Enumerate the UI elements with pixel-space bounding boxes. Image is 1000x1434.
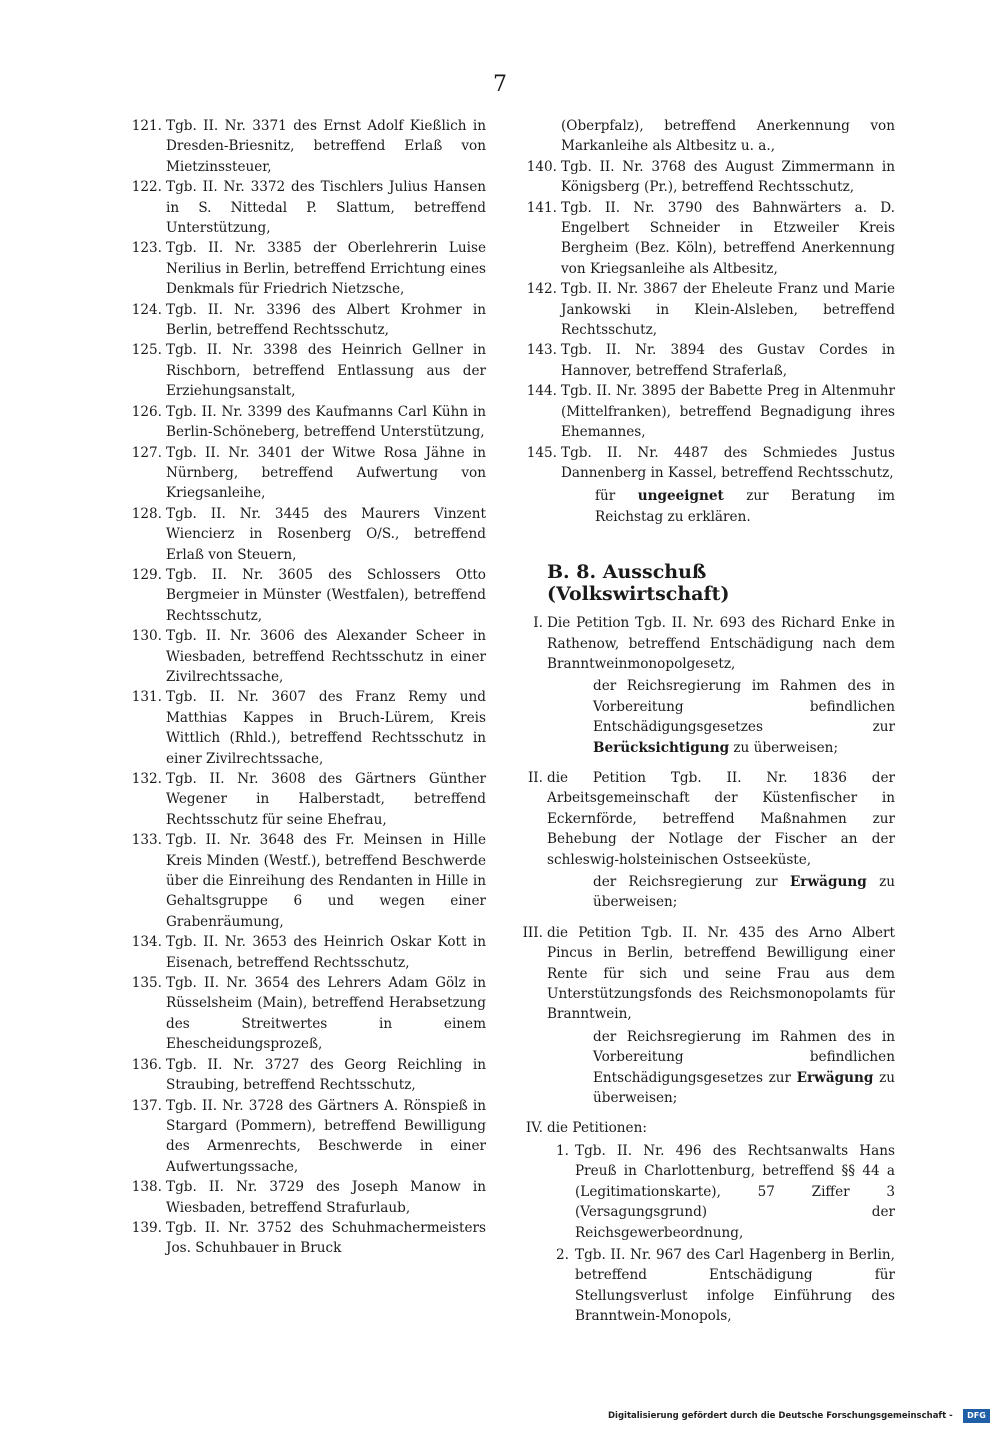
entry-text: Tgb. II. Nr. 4487 des Schmiedes Justus Dannenberg in Kassel, betreffend Rechtsschutz, [561, 444, 895, 481]
sub-number: 1. [556, 1142, 569, 1159]
entry-text: Tgb. II. Nr. 3607 des Franz Remy und Matthias Kappes in Bruch-Lürem, Kreis Wittlich (Rhld.), betreffend Rechtsschutz in einer Zivilrechtssache, [166, 689, 486, 767]
petition-entry [118, 626, 486, 687]
entry-text: Tgb. II. Nr. 3372 des Tischlers Julius Hansen in S. Nittedal P. Slattum, betreffend Unterstützung, [166, 179, 486, 237]
entry-number: 123. [131, 240, 162, 257]
entry-text: Tgb. II. Nr. 3445 des Maurers Vinzent Wiencierz in Rosenberg O/S., betreffend Erlaß von Steuern, [166, 505, 486, 563]
roman-number: IV. [525, 1120, 543, 1137]
entry-text: Tgb. II. Nr. 3606 des Alexander Scheer in Wiesbaden, betreffend Rechtsschutz in einer Zivilrechtssache, [166, 628, 486, 685]
resolution-keyword: Erwägung [789, 874, 867, 890]
entry-number: 144. [526, 383, 557, 400]
petition-entry [118, 565, 486, 626]
petition-entry [513, 443, 895, 484]
petition-entry [118, 1218, 486, 1259]
entry-number: 128. [131, 505, 162, 522]
petition-entry [513, 381, 895, 442]
entry-text: Tgb. II. Nr. 3608 des Gärtners Günther Wegener in Halberstadt, betreffend Rechtsschutz für seine Ehefrau, [166, 771, 486, 828]
entry-continuation: (Oberpfalz), betreffend Anerkennung von Markanleihe als Altbesitz u. a., [561, 118, 895, 155]
resolution-keyword: ungeeignet [637, 488, 724, 505]
petition-entry [118, 973, 486, 1055]
entry-text: Tgb. II. Nr. 3867 der Eheleute Franz und Marie Jankowski in Klein-Alsleben, betreffend Rechtsschutz, [561, 281, 895, 339]
roman-text: die Petition Tgb. II. Nr. 1836 der Arbeitsgemeinschaft der Küstenfischer in Eckernförde, betreffend Maßnahmen zur Behebung der Notlage der Fischer an der schleswig-holsteinischen Ostseeküste, [547, 769, 895, 868]
entry-number: 135. [131, 975, 162, 992]
entry-text: Tgb. II. Nr. 3654 des Lehrers Adam Gölz in Rüsselsheim (Main), betreffend Herabsetzung des Streitwertes in einem Ehescheidungsprozeß, [166, 975, 486, 1053]
entry-text: Tgb. II. Nr. 3727 des Georg Reichling in Straubing, betreffend Rechtsschutz, [166, 1056, 486, 1094]
petition-entry [118, 177, 486, 238]
entry-text: Tgb. II. Nr. 3398 des Heinrich Gellner in Rischborn, betreffend Entlassung aus der Erziehungsanstalt, [166, 342, 486, 400]
entry-number: 129. [131, 566, 162, 583]
entry-number: 136. [131, 1056, 162, 1073]
resolution [513, 1027, 895, 1109]
resolution-keyword: Erwägung [796, 1069, 874, 1086]
petition-entry [118, 504, 486, 565]
resolution-keyword: Berücksichtigung [593, 739, 730, 756]
dfg-logo: DFG [963, 1409, 990, 1423]
entry-number: 124. [131, 301, 162, 318]
petition-entry [118, 1096, 486, 1178]
resolution-text: zu überweisen; [593, 1069, 895, 1107]
entry-text: Tgb. II. Nr. 3894 des Gustav Cordes in Hannover, betreffend Straferlaß, [561, 342, 895, 379]
entry-text: Tgb. II. Nr. 3399 des Kaufmanns Carl Kühn in Berlin-Schöneberg, betreffend Unterstützung, [166, 403, 486, 441]
entry-number: 122. [131, 179, 162, 196]
entry-number: 141. [526, 199, 557, 216]
petition-entry [118, 932, 486, 973]
roman-item [513, 768, 895, 870]
sub-number: 2. [556, 1246, 569, 1263]
roman-number: II. [527, 769, 543, 786]
left-column [118, 116, 486, 1259]
petition-entry [118, 340, 486, 401]
resolution-text: zu überweisen; [729, 739, 839, 756]
entry-text: Tgb. II. Nr. 3648 des Fr. Meinsen in Hille Kreis Minden (Westf.), betreffend Beschwerde über die Einreihung des Rendanten in Hille in Gehaltsgruppe 6 und wegen einer Grabenräumung, [166, 832, 486, 930]
entry-text: Tgb. II. Nr. 3401 der Witwe Rosa Jähne in Nürnberg, betreffend Aufwertung von Kriegsanleihe, [166, 444, 486, 502]
entry-text: Tgb. II. Nr. 3729 des Joseph Manow in Wiesbaden, betreffend Strafurlaub, [166, 1179, 486, 1216]
resolution-unsuitable [513, 486, 895, 527]
petition-entry [118, 830, 486, 932]
petition-entry [118, 1055, 486, 1096]
resolution [513, 872, 895, 913]
petition-entry [513, 340, 895, 381]
resolution-text: der Reichsregierung im Rahmen des in Vorbereitung befindlichen Entschädigungsgesetzes zur [593, 678, 895, 736]
petition-entry [118, 116, 486, 177]
sub-item [513, 1245, 895, 1327]
entry-text: Tgb. II. Nr. 3605 des Schlossers Otto Bergmeier in Münster (Westfalen), betreffend Rechtsschutz, [166, 566, 486, 624]
entry-number: 143. [526, 342, 557, 359]
footer-credit: Digitalisierung gefördert durch die Deutsche Forschungsgemeinschaft - [608, 1411, 953, 1421]
resolution [513, 676, 895, 758]
sub-text: Tgb. II. Nr. 967 des Carl Hagenberg in Berlin, betreffend Entschädigung für Stellungsverlust infolge Einführung des Branntwein-Monopols, [575, 1246, 895, 1325]
petition-entry [513, 157, 895, 198]
entry-number: 134. [131, 934, 162, 951]
roman-item [513, 613, 895, 674]
entry-number: 132. [131, 771, 162, 787]
petition-entry [118, 1177, 486, 1218]
entry-text: Tgb. II. Nr. 3396 des Albert Krohmer in Berlin, betreffend Rechtsschutz, [166, 301, 486, 339]
entry-text: Tgb. II. Nr. 3895 der Babette Preg in Altenmuhr (Mittelfranken), betreffend Begnadigung ihres Ehemannes, [561, 383, 895, 441]
section-heading: B. 8. Ausschuß (Volkswirtschaft) [547, 561, 730, 606]
petition-entry [513, 279, 895, 340]
entry-number: 138. [131, 1179, 162, 1196]
petition-entry [118, 300, 486, 341]
right-column [513, 116, 895, 1327]
roman-number: III. [522, 924, 543, 941]
roman-text: die Petition Tgb. II. Nr. 435 des Arno Albert Pincus in Berlin, betreffend Bewilligung einer Rente für sich und seine Frau aus dem Unterstützungsfonds des Reichsmonopolamts für Branntwein, [547, 924, 895, 1023]
entry-number: 145. [526, 444, 557, 461]
entry-number: 140. [526, 158, 557, 175]
petition-entry [118, 238, 486, 299]
entry-number: 125. [131, 342, 162, 359]
roman-text: Die Petition Tgb. II. Nr. 693 des Richard Enke in Rathenow, betreffend Entschädigung nach dem Branntweinmonopolgesetz, [547, 615, 895, 672]
resolution-text: zu überweisen; [593, 874, 895, 911]
petition-entry [118, 769, 486, 830]
petition-entry [118, 402, 486, 443]
entry-text: Tgb. II. Nr. 3653 des Heinrich Oskar Kott in Eisenach, betreffend Rechtsschutz, [166, 934, 486, 971]
petition-entry [118, 687, 486, 769]
entry-number: 121. [131, 118, 162, 134]
entry-text: Tgb. II. Nr. 3385 der Oberlehrerin Luise Nerilius in Berlin, betreffend Errichtung eines Denkmals für Friedrich Nietzsche, [166, 240, 486, 298]
entry-number: 133. [131, 832, 162, 849]
roman-item [513, 1118, 895, 1138]
entry-text: Tgb. II. Nr. 3790 des Bahnwärters a. D. Engelbert Schneider in Etzweiler Kreis Bergheim (Bez. Köln), betreffend Anerkennung von Kriegsanleihe als Altbesitz, [561, 199, 895, 277]
petition-entry [513, 198, 895, 280]
resolution-text: der Reichsregierung zur [593, 874, 790, 890]
entry-number: 127. [131, 444, 162, 461]
sub-item [513, 1141, 895, 1243]
entry-number: 126. [131, 403, 162, 420]
page-number: 7 [493, 72, 507, 97]
resolution-text: der Reichsregierung im Rahmen des in Vorbereitung befindlichen Entschädigungsgesetzes zur [593, 1028, 895, 1086]
resolution-text: für [595, 488, 638, 505]
roman-number: I. [533, 615, 543, 632]
resolution-text: zur Beratung im Reichstag zu erklären. [595, 488, 896, 525]
entry-number: 131. [131, 689, 162, 706]
entry-text: Tgb. II. Nr. 3371 des Ernst Adolf Kießlich in Dresden-Briesnitz, betreffend Erlaß von Mietzinssteuer, [166, 118, 486, 175]
entry-text: Tgb. II. Nr. 3752 des Schuhmachermeisters Jos. Schuhbauer in Bruck [166, 1219, 486, 1257]
entry-text: Tgb. II. Nr. 3768 des August Zimmermann in Königsberg (Pr.), betreffend Rechtsschutz, [561, 158, 895, 196]
entry-number: 137. [131, 1097, 162, 1114]
petition-entry [118, 443, 486, 504]
entry-number: 130. [131, 628, 162, 645]
entry-number: 139. [131, 1219, 162, 1236]
roman-text: die Petitionen: [547, 1120, 647, 1137]
roman-item [513, 923, 895, 1025]
entry-number: 142. [526, 281, 557, 298]
entry-text: Tgb. II. Nr. 3728 des Gärtners A. Rönspieß in Stargard (Pommern), betreffend Bewilligung des Armenrechts, Beschwerde in einer Aufwertungssache, [166, 1097, 486, 1175]
sub-text: Tgb. II. Nr. 496 des Rechtsanwalts Hans Preuß in Charlottenburg, betreffend §§ 44 a (Legitimationskarte), 57 Ziffer 3 (Versagungsgrund) der Reichsgewerbeordnung, [575, 1142, 895, 1241]
